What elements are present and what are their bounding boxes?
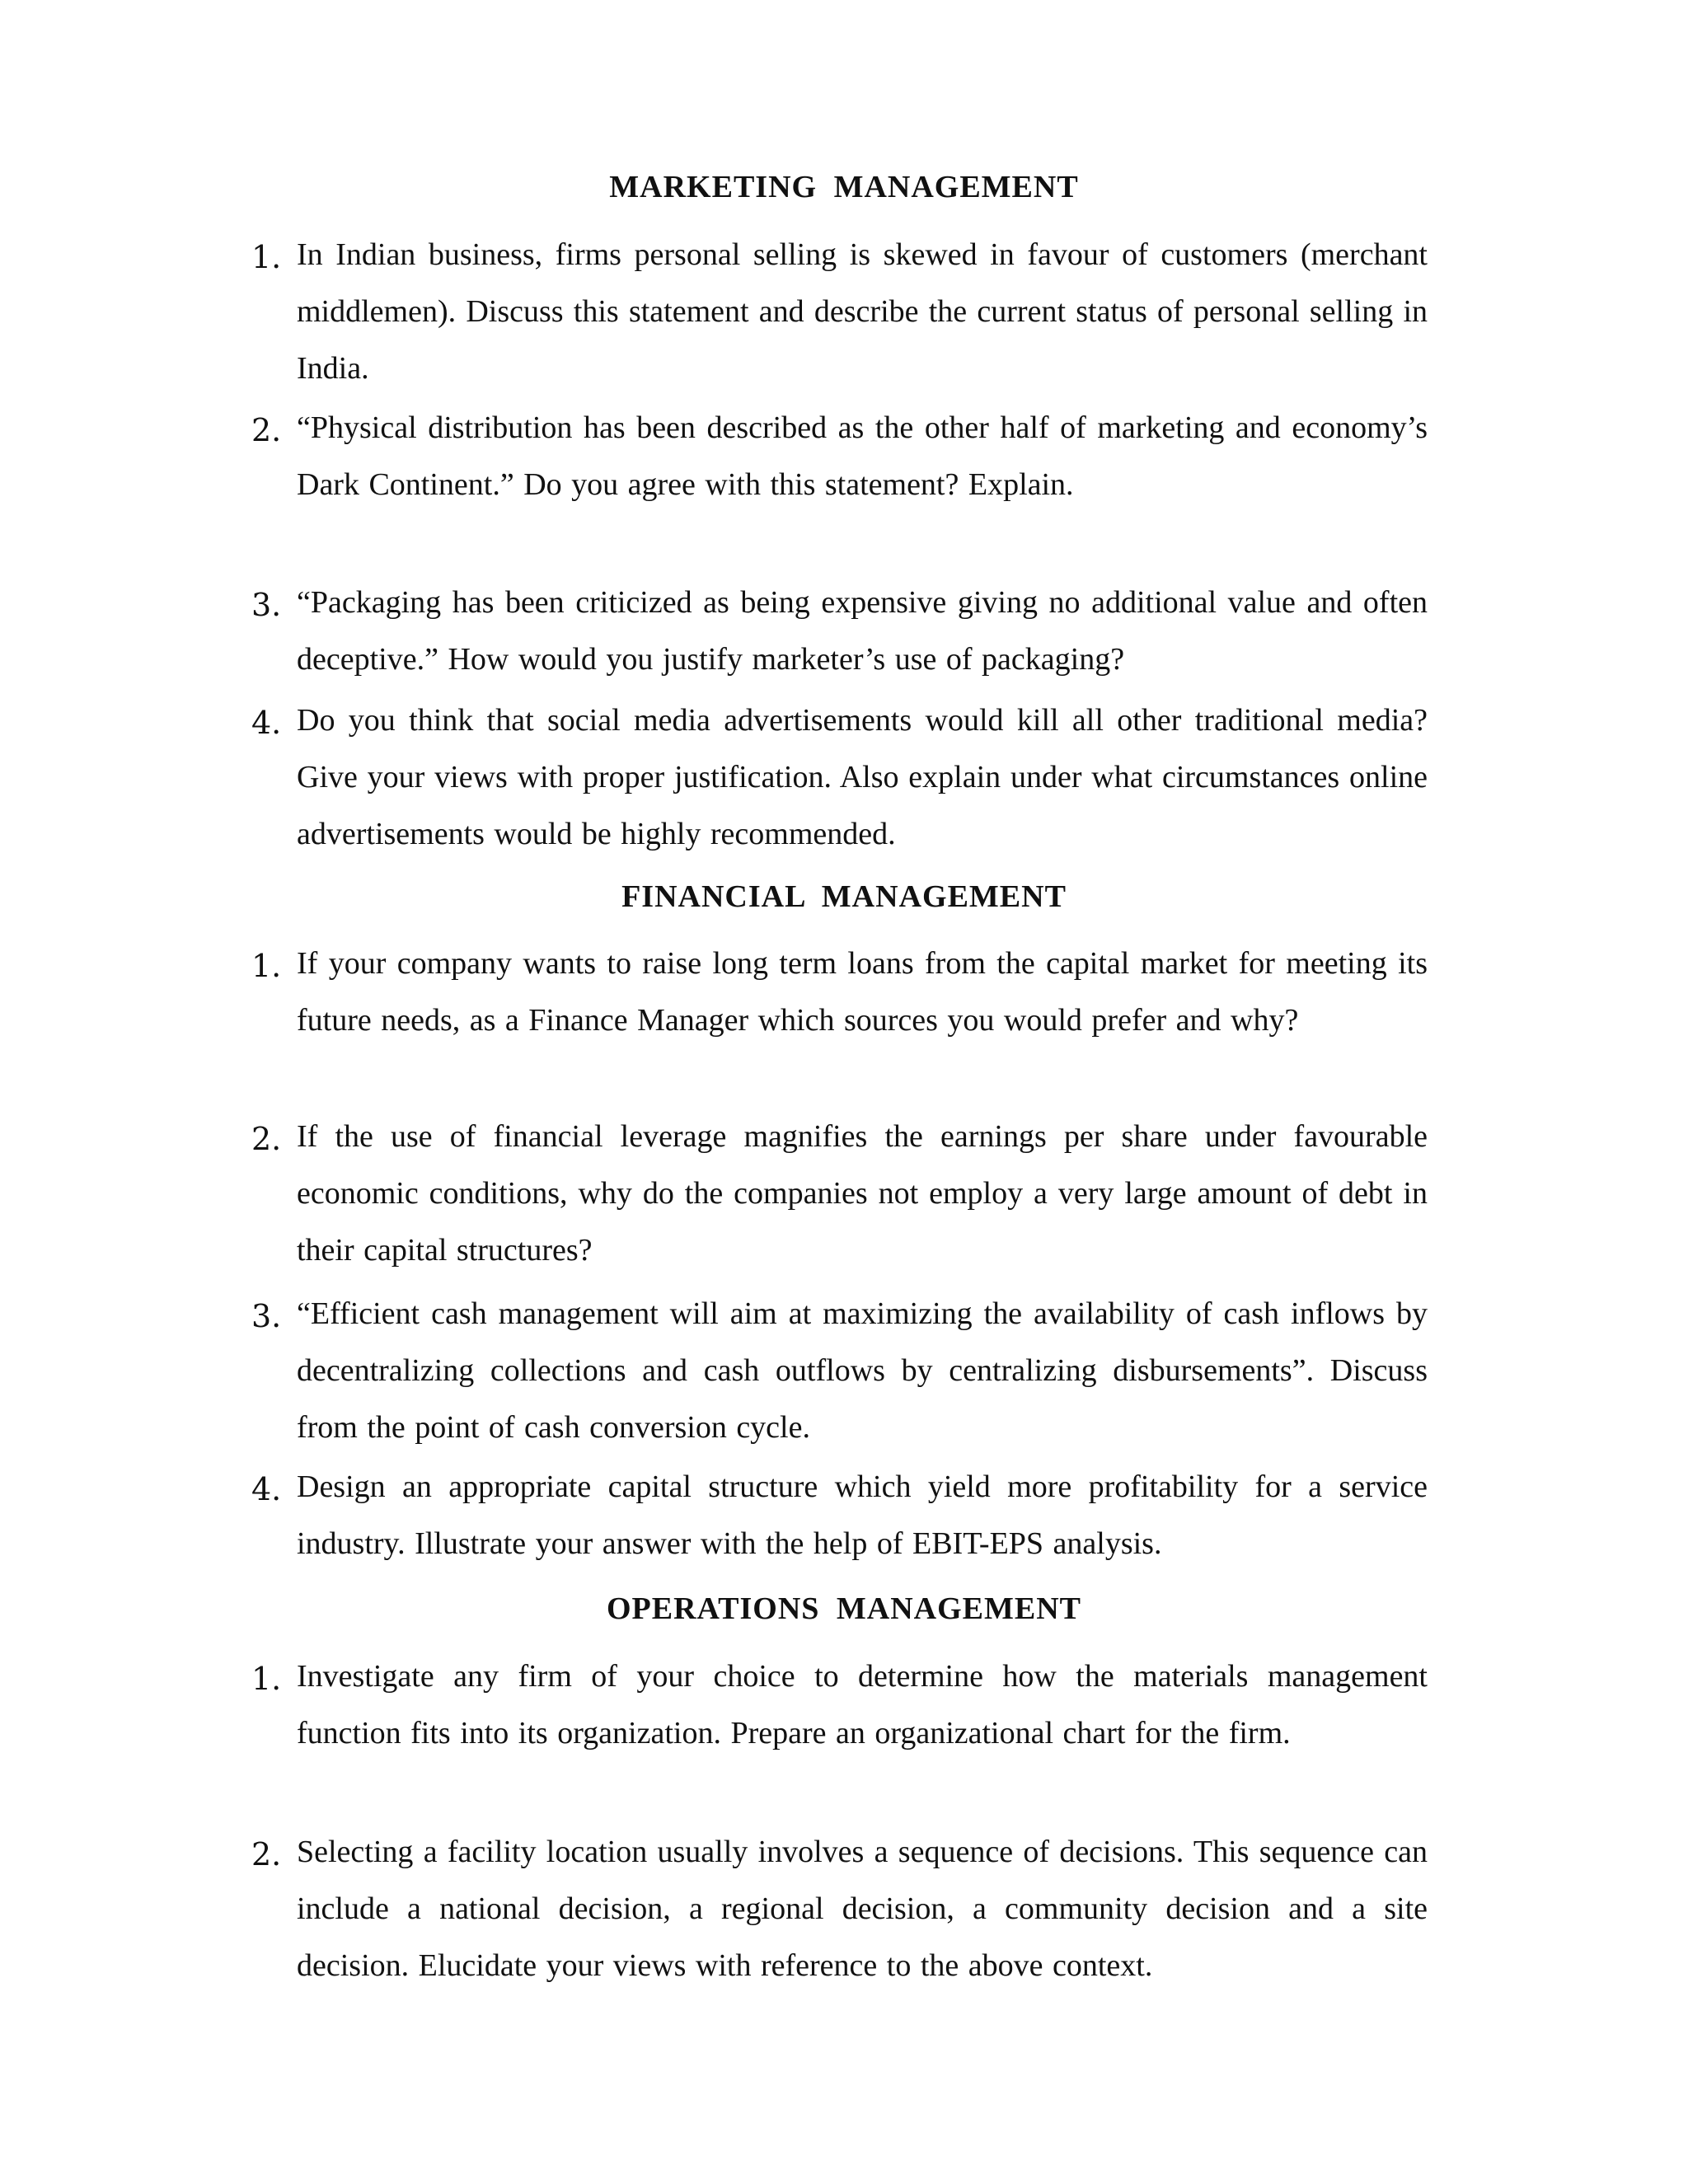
question-number: 1. bbox=[251, 239, 282, 275]
question-number: 3. bbox=[251, 587, 282, 623]
question-number: 1. bbox=[251, 1661, 282, 1697]
question-text: Design an appropriate capital structure which yield more profitability for a service industry. Illustrate your answer with the help of EBIT-EPS analysis. bbox=[297, 1469, 1428, 1561]
question-number: 4. bbox=[251, 705, 282, 741]
section-heading-marketing: MARKETING MANAGEMENT bbox=[609, 170, 1079, 204]
question-number: 2. bbox=[251, 412, 282, 448]
question-text: Do you think that social media advertisements would kill all other traditional media? Give your views with proper justification. Also explain under what circumstances online advertisements would be highly recommended. bbox=[297, 703, 1428, 851]
question-text: If your company wants to raise long term loans from the capital market for meeting its future needs, as a Finance Manager which sources you would prefer and why? bbox=[297, 946, 1428, 1038]
question-text: “Packaging has been criticized as being expensive giving no additional value and often deceptive.” How would you justify marketer’s use of packaging? bbox=[297, 585, 1428, 677]
question-number: 4. bbox=[251, 1471, 282, 1507]
question-number: 2. bbox=[251, 1836, 282, 1872]
question-number: 1. bbox=[251, 948, 282, 984]
question-text: “Efficient cash management will aim at maximizing the availability of cash inflows by decentralizing collections and cash outflows by centralizing disbursements”. Discuss from the point of cash conversion cycle. bbox=[297, 1296, 1428, 1445]
question-number: 2. bbox=[251, 1121, 282, 1157]
question-text: Selecting a facility location usually involves a sequence of decisions. This sequence can include a national decision, a regional decision, a community decision and a site decision. Elucidate your views with reference to the above context. bbox=[297, 1835, 1428, 1983]
question-text: In Indian business, firms personal selling is skewed in favour of customers (merchant middlemen). Discuss this statement and describe the current status of personal selling in India. bbox=[297, 237, 1428, 386]
question-text: Investigate any firm of your choice to determine how the materials management function fits into its organization. Prepare an organizational chart for the firm. bbox=[297, 1659, 1428, 1750]
question-text: If the use of financial leverage magnifies the earnings per share under favourable economic conditions, why do the companies not employ a very large amount of debt in their capital structures? bbox=[297, 1119, 1428, 1268]
question-text: “Physical distribution has been described as the other half of marketing and economy’s Dark Continent.” Do you agree with this statement? Explain. bbox=[297, 410, 1428, 502]
question-number: 3. bbox=[251, 1298, 282, 1334]
section-heading-financial: FINANCIAL MANAGEMENT bbox=[621, 879, 1067, 914]
section-heading-operations: OPERATIONS MANAGEMENT bbox=[606, 1591, 1082, 1626]
